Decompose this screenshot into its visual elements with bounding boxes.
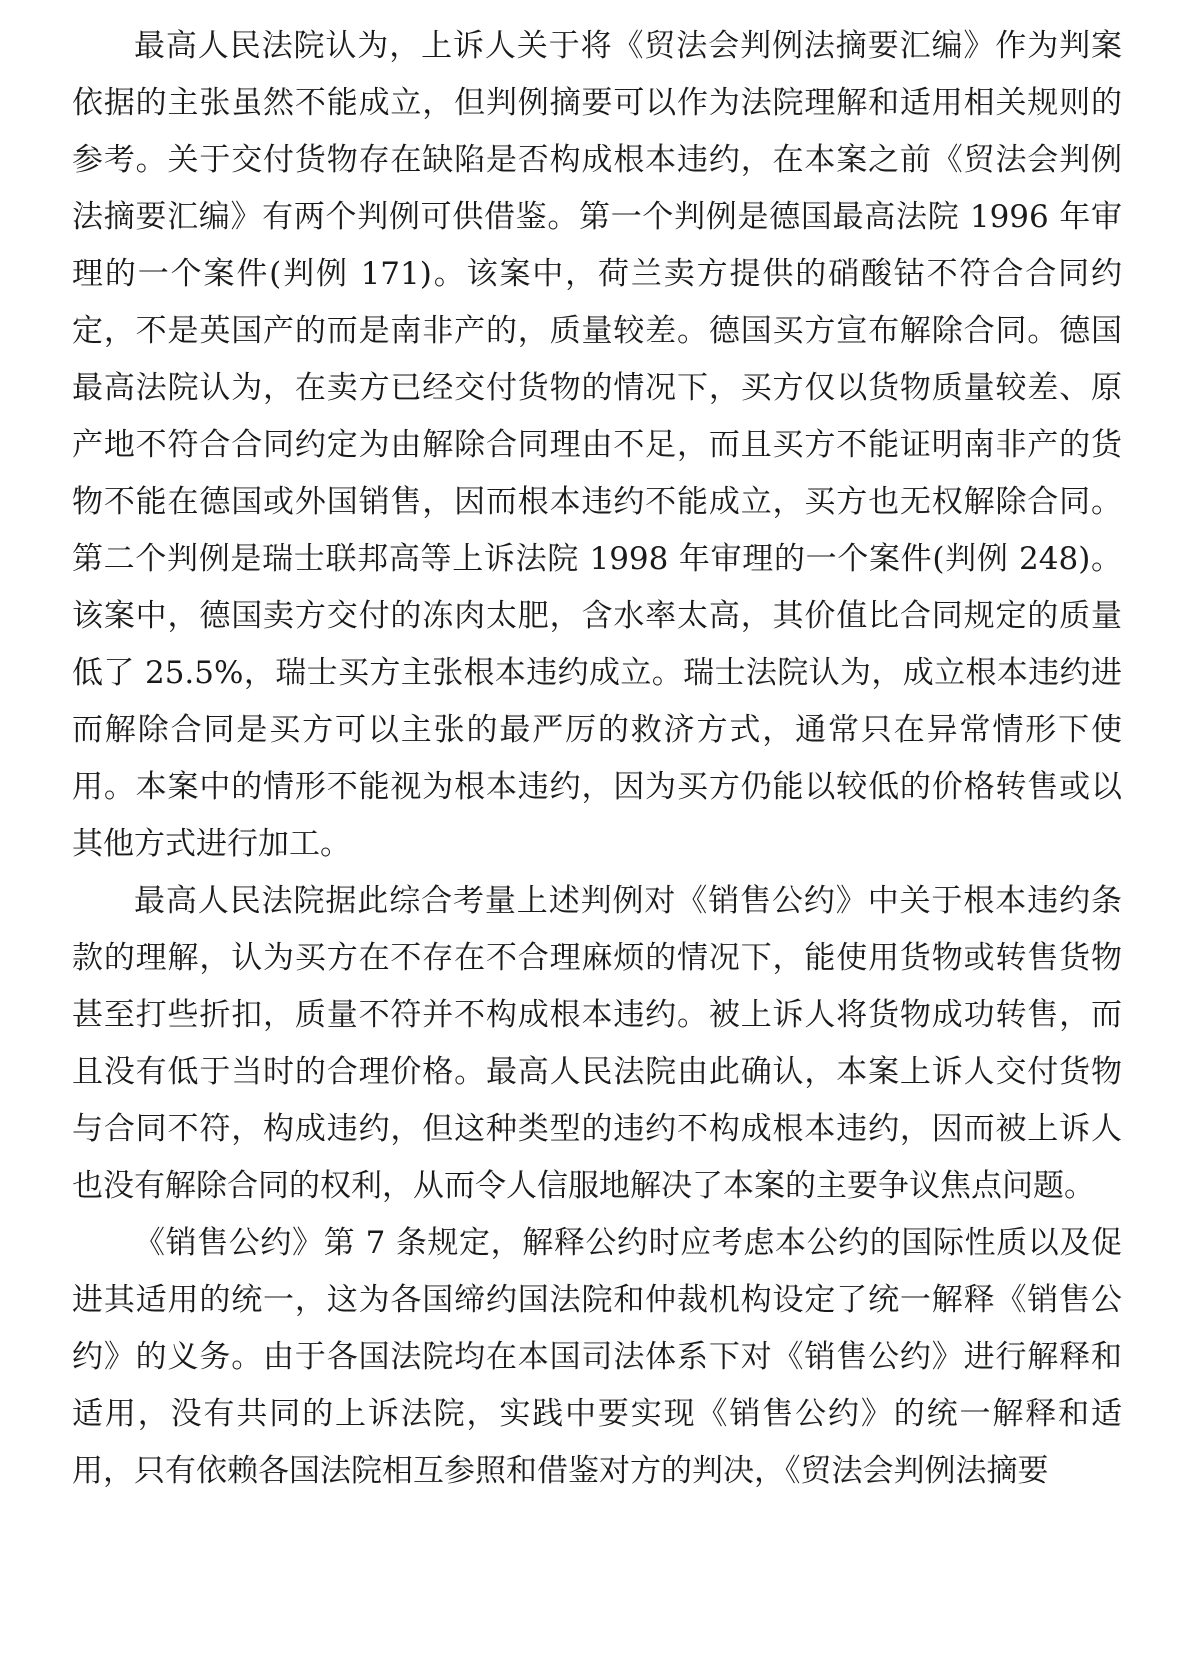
paragraph-convention-article-7: 《销售公约》第 7 条规定，解释公约时应考虑本公约的国际性质以及促进其适用的统一，这为各国缔约国法院和仲裁机构设定了统一解释《销售公约》的义务。由于各国法院均在本国司法体系下对《销售公约》进行解释和适用，没有共同的上诉法院，实践中要实现《销售公约》的统一解释和适用，只有依赖各国法院相互参照和借鉴对方的判决，《贸法会判例法摘要 <box>72 1225 1122 1489</box>
document-page <box>72 18 1122 1500</box>
paragraph-court-conclusion: 最高人民法院据此综合考量上述判例对《销售公约》中关于根本违约条款的理解，认为买方在不存在不合理麻烦的情况下，能使用货物或转售货物甚至打些折扣，质量不符并不构成根本违约。被上诉人将货物成功转售，而且没有低于当时的合理价格。最高人民法院由此确认，本案上诉人交付货物与合同不符，构成违约，但这种类型的违约不构成根本违约，因而被上诉人也没有解除合同的权利，从而令人信服地解决了本案的主要争议焦点问题。 <box>72 883 1122 1204</box>
paragraph-case-precedents: 最高人民法院认为，上诉人关于将《贸法会判例法摘要汇编》作为判案依据的主张虽然不能成立，但判例摘要可以作为法院理解和适用相关规则的参考。关于交付货物存在缺陷是否构成根本违约，在本案之前《贸法会判例法摘要汇编》有两个判例可供借鉴。第一个判例是德国最高法院 1996 年审理的一个案件(判例 171)。该案中，荷兰卖方提供的硝酸钴不符合合同约定，不是英国产的而是南非产的，质量较差。德国买方宣布解除合同。德国最高法院认为，在卖方已经交付货物的情况下，买方仅以货物质量较差、原产地不符合合同约定为由解除合同理由不足，而且买方不能证明南非产的货物不能在德国或外国销售，因而根本违约不能成立，买方也无权解除合同。第二个判例是瑞士联邦高等上诉法院 1998 年审理的一个案件(判例 248)。该案中，德国卖方交付的冻肉太肥，含水率太高，其价值比合同规定的质量低了 25.5%，瑞士买方主张根本违约成立。瑞士法院认为，成立根本违约进而解除合同是买方可以主张的最严厉的救济方式，通常只在异常情形下使用。本案中的情形不能视为根本违约，因为买方仍能以较低的价格转售或以其他方式进行加工。 <box>72 28 1122 862</box>
